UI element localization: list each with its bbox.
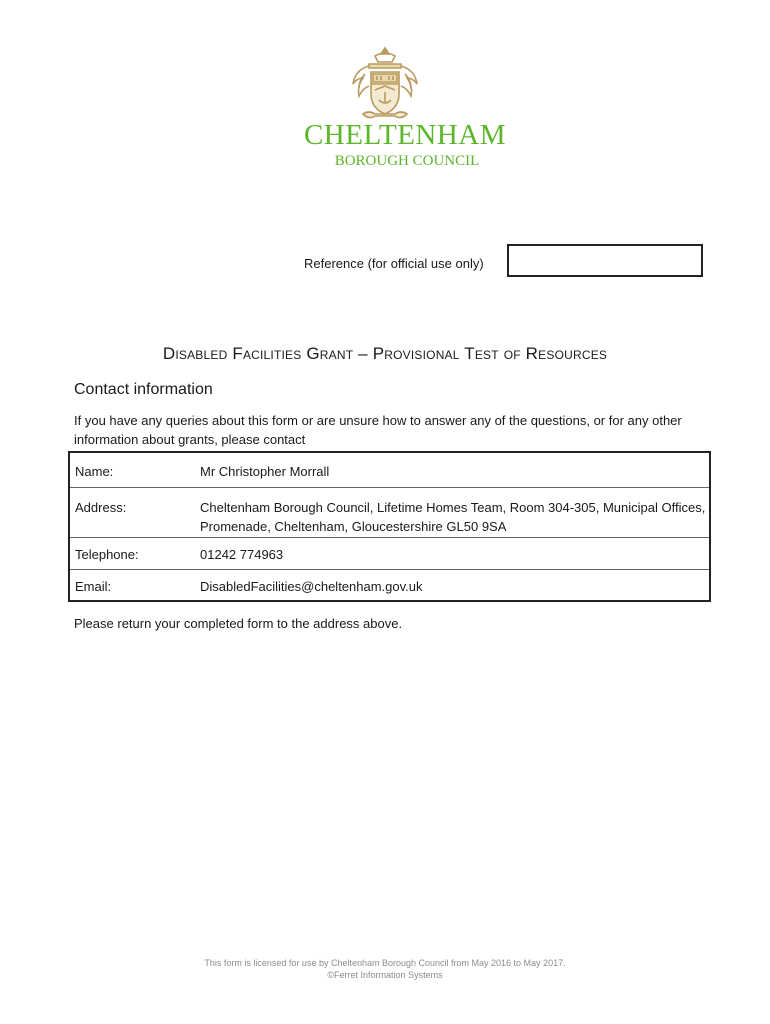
form-title <box>0 344 770 364</box>
reference-label: Reference (for official use only) <box>304 256 484 271</box>
contact-address-label: Address: <box>69 487 200 537</box>
contact-email-value[interactable]: DisabledFacilities@cheltenham.gov.uk <box>200 569 710 601</box>
council-name-secondary: BOROUGH COUNCIL <box>334 153 480 169</box>
contact-email-label: Email: <box>69 569 200 601</box>
contact-details-table <box>68 451 711 602</box>
council-name <box>0 118 770 170</box>
table-row <box>69 569 710 601</box>
footer-copyright-text: ©Ferret Information Systems <box>327 970 443 980</box>
contact-name-label: Name: <box>75 464 114 479</box>
table-row <box>69 452 710 487</box>
footer-licence-text: This form is licensed for use by Cheltenham Borough Council from May 2016 to May 2017. <box>204 958 566 968</box>
contact-name-value: Mr Christopher Morrall <box>200 464 330 479</box>
contact-address-value: Cheltenham Borough Council, Lifetime Homes Team, Room 304-305, Municipal Offices, Promenade, Cheltenham, Gloucestershire GL50 9SA <box>200 487 710 537</box>
form-title-text: Disabled Facilities Grant – Provisional Test of Resources <box>162 344 608 363</box>
table-row <box>69 487 710 537</box>
contact-telephone-label: Telephone: <box>69 537 200 569</box>
table-row <box>69 537 710 569</box>
council-name-primary: CHELTENHAM <box>303 119 507 151</box>
reference-input-box[interactable] <box>507 244 703 277</box>
borough-crest-icon <box>345 44 425 124</box>
footer <box>0 957 770 981</box>
contact-telephone-value: 01242 774963 <box>200 537 710 569</box>
return-instructions: Please return your completed form to the address above. <box>74 616 403 631</box>
contact-intro-text: If you have any queries about this form or are unsure how to answer any of the questions, or for any other information about grants, please contact <box>74 413 682 447</box>
section-heading-contact: Contact information <box>74 381 213 398</box>
